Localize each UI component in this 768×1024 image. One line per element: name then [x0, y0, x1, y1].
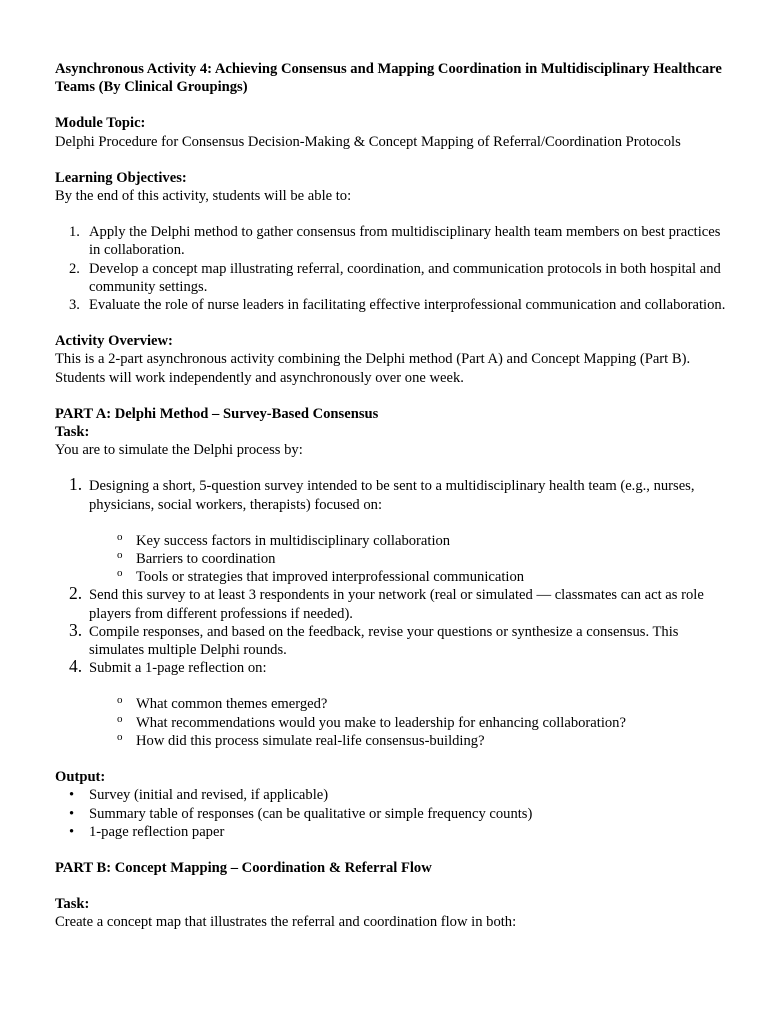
part-b-task-heading: Task:: [55, 896, 90, 913]
output-list: [55, 786, 735, 841]
list-item-text: Evaluate the role of nurse leaders in facilitating effective interprofessional communication and collaboration.: [89, 297, 726, 314]
document-page: [55, 60, 735, 932]
sub-list-item-text: What common themes emerged?: [136, 696, 328, 713]
list-item: [55, 260, 735, 296]
list-item-text: Compile responses, and based on the feedback, revise your questions or synthesize a consensus. This simulates multiple Delphi rounds.: [89, 623, 679, 659]
sub-list-item: [55, 714, 735, 732]
sub-bullet-marker: o: [117, 694, 123, 707]
learning-objectives-heading: Learning Objectives:: [55, 169, 187, 186]
activity-overview-heading: Activity Overview:: [55, 333, 173, 350]
list-item-text: Designing a short, 5-question survey intended to be sent to a multidisciplinary health team (e.g., nurses, physicians, social workers, therapists) focused on:: [89, 478, 695, 513]
document-title: Asynchronous Activity 4: Achieving Consensus and Mapping Coordination in Multidisciplinary Healthcare Teams (By Clinical Groupings): [55, 61, 722, 96]
output-heading: Output:: [55, 769, 106, 786]
list-item-text: Summary table of responses (can be qualitative or simple frequency counts): [89, 805, 533, 822]
objectives-list: [55, 223, 735, 314]
sub-list-item-text: Barriers to coordination: [136, 551, 276, 568]
sub-bullet-marker: o: [117, 549, 123, 562]
sub-list-item: [55, 695, 735, 713]
list-item: [55, 823, 735, 841]
part-a-task-intro: You are to simulate the Delphi process by:: [55, 442, 303, 459]
sub-list-item-text: Key success factors in multidisciplinary collaboration: [136, 532, 451, 549]
sub-list-item-text: What recommendations would you make to leadership for enhancing collaboration?: [136, 714, 626, 731]
sub-list-item: [55, 532, 735, 550]
list-item: [55, 296, 735, 314]
sub-list-item: [55, 568, 735, 586]
list-number: 3.: [69, 619, 83, 640]
list-item: [55, 619, 735, 659]
list-item-text: Develop a concept map illustrating referral, coordination, and communication protocols in both hospital and community settings.: [89, 260, 721, 295]
step1-sublist: [55, 532, 735, 587]
list-item-text: Survey (initial and revised, if applicable): [89, 787, 329, 804]
sub-bullet-marker: o: [117, 567, 123, 580]
bullet-marker: •: [69, 787, 75, 804]
learning-objectives-intro: By the end of this activity, students will be able to:: [55, 188, 352, 205]
list-item-text: Send this survey to at least 3 respondents in your network (real or simulated — classmates can act as role players from different professions if needed).: [89, 587, 704, 622]
list-number: 1.: [69, 474, 83, 495]
part-a-steps-list: [55, 474, 735, 513]
sub-list-item: [55, 550, 735, 568]
list-item-text: Apply the Delphi method to gather consensus from multidisciplinary health team members on best practices in collaboration.: [89, 224, 721, 259]
list-item-text: 1-page reflection paper: [89, 823, 225, 840]
list-item-text: Submit a 1-page reflection on:: [89, 660, 267, 677]
part-b-heading: PART B: Concept Mapping – Coordination & Referral Flow: [55, 859, 432, 876]
activity-overview-text: This is a 2-part asynchronous activity combining the Delphi method (Part A) and Concept Mapping (Part B). Students will work independently and asynchronously over one week.: [55, 351, 691, 386]
list-item: [55, 656, 735, 677]
list-item: [55, 786, 735, 804]
step4-sublist: [55, 695, 735, 750]
module-topic-text: Delphi Procedure for Consensus Decision-Making & Concept Mapping of Referral/Coordination Protocols: [55, 133, 681, 150]
sub-list-item-text: Tools or strategies that improved interprofessional communication: [136, 569, 525, 586]
list-number: 3.: [69, 297, 80, 314]
module-topic-heading: Module Topic:: [55, 115, 146, 132]
sub-list-item-text: How did this process simulate real-life consensus-building?: [136, 732, 485, 749]
sub-bullet-marker: o: [117, 730, 123, 743]
part-a-heading: PART A: Delphi Method – Survey-Based Consensus: [55, 405, 379, 422]
list-item: [55, 805, 735, 823]
list-number: 1.: [69, 224, 80, 241]
list-number: 2.: [69, 583, 83, 604]
sub-bullet-marker: o: [117, 530, 123, 543]
sub-list-item: [55, 732, 735, 750]
bullet-marker: •: [69, 823, 75, 840]
list-number: 4.: [69, 656, 83, 677]
sub-bullet-marker: o: [117, 712, 123, 725]
list-item: [55, 474, 735, 513]
list-number: 2.: [69, 260, 80, 277]
list-item: [55, 583, 735, 622]
part-a-task-heading: Task:: [55, 424, 90, 441]
list-item: [55, 223, 735, 259]
part-a-steps-list-continued: [55, 583, 735, 677]
bullet-marker: •: [69, 805, 75, 822]
part-b-task-text: Create a concept map that illustrates the referral and coordination flow in both:: [55, 914, 517, 931]
